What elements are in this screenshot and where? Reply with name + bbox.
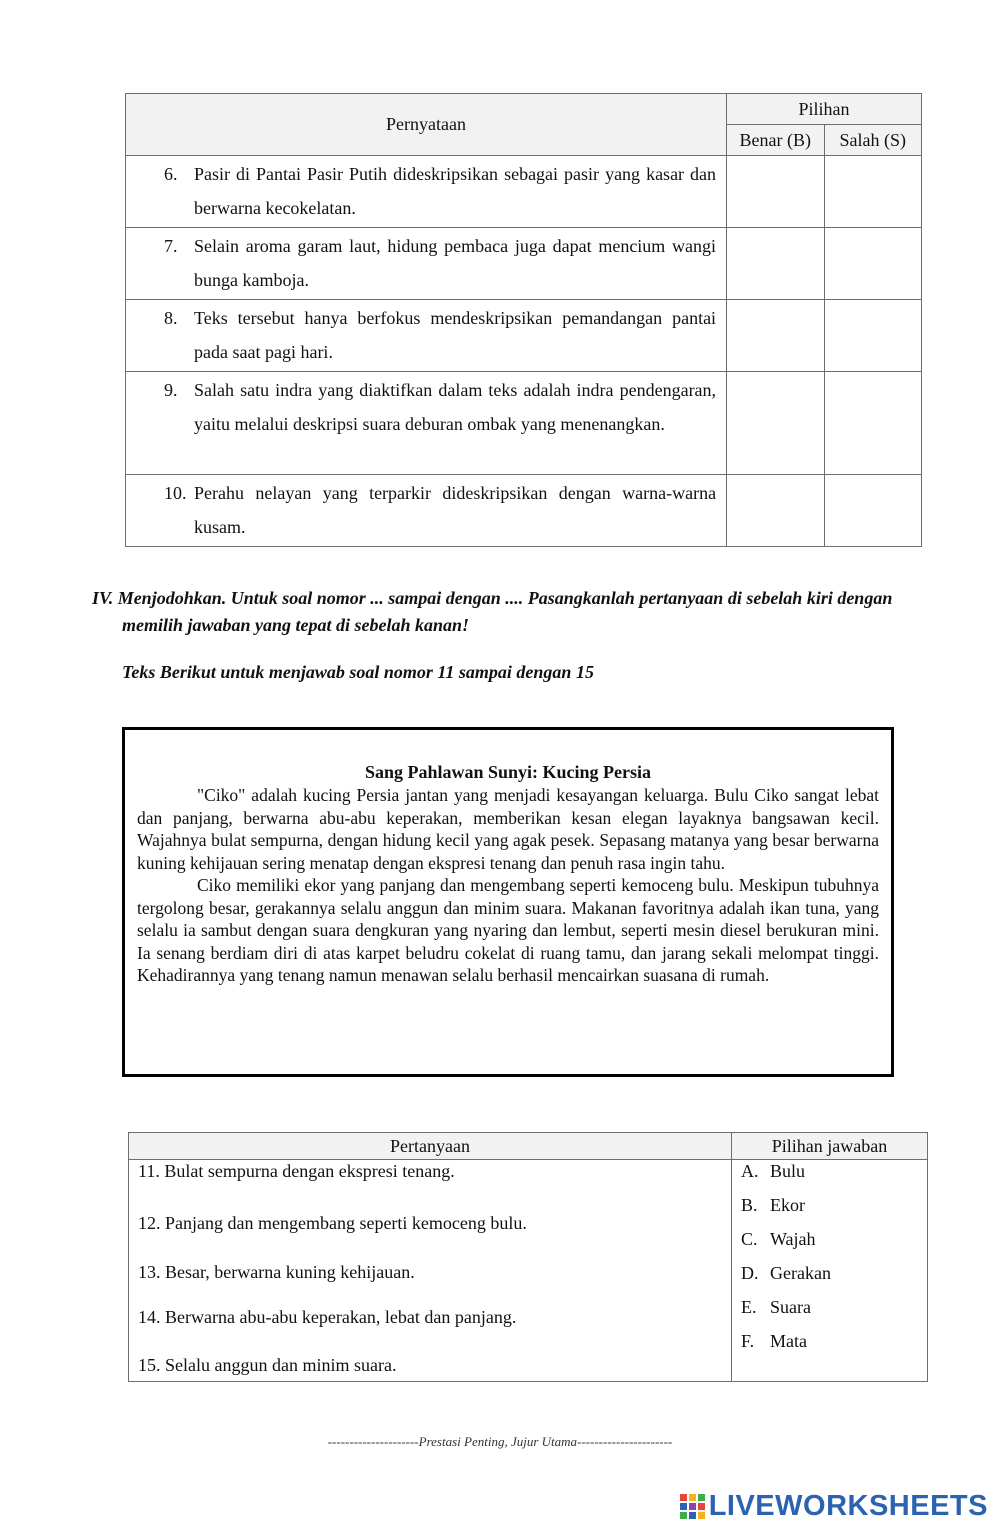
- matching-question[interactable]: 12. Panjang dan mengembang seperti kemoceng bulu.: [138, 1213, 527, 1233]
- answer-option[interactable]: [741, 1331, 807, 1352]
- logo-square: [689, 1512, 696, 1519]
- statement-row: [126, 372, 922, 475]
- answer-text: Bulu: [770, 1161, 806, 1181]
- matching-question[interactable]: 15. Selalu anggun dan minim suara.: [138, 1355, 397, 1375]
- answer-text: Mata: [770, 1331, 807, 1351]
- choice-header: Pilihan: [727, 94, 922, 125]
- matching-question[interactable]: 14. Berwarna abu-abu keperakan, lebat dan panjang.: [138, 1307, 517, 1327]
- questions-list: [129, 1160, 731, 1381]
- answer-true-cell[interactable]: [727, 228, 824, 300]
- answer-false-cell[interactable]: [824, 475, 921, 547]
- statement-number: 10.: [164, 483, 187, 503]
- footer-motto: ---------------------Prestasi Penting, Jujur Utama----------------------: [327, 1434, 673, 1449]
- logo-square: [680, 1503, 687, 1510]
- statement-number: 8.: [164, 308, 178, 328]
- answer-true-cell[interactable]: [727, 156, 824, 228]
- answer-option[interactable]: [741, 1195, 805, 1216]
- answer-true-cell[interactable]: [727, 300, 824, 372]
- logo-square: [698, 1494, 705, 1501]
- answer-option[interactable]: [741, 1297, 811, 1318]
- true-column-header: Benar (B): [727, 125, 824, 156]
- statement-row: [126, 300, 922, 372]
- true-false-table: [125, 93, 922, 547]
- passage-title: Sang Pahlawan Sunyi: Kucing Persia: [364, 762, 652, 782]
- answer-text: Gerakan: [770, 1263, 831, 1283]
- section-heading: IV. Menjodohkan. Untuk soal nomor ... sampai dengan .... Pasangkanlah pertanyaan di sebelah kiri dengan memilih jawaban yang tepat di sebelah kanan!: [92, 588, 893, 635]
- logo-square: [680, 1494, 687, 1501]
- matching-table: [128, 1132, 928, 1382]
- logo-square: [680, 1512, 687, 1519]
- liveworksheets-logo[interactable]: [680, 1490, 988, 1523]
- questions-header: Pertanyaan: [129, 1133, 732, 1160]
- answer-letter: C.: [741, 1229, 758, 1249]
- false-column-header: Salah (S): [824, 125, 921, 156]
- answer-option[interactable]: [741, 1263, 831, 1284]
- statement-row: [126, 228, 922, 300]
- answer-letter: B.: [741, 1195, 758, 1215]
- answer-true-cell[interactable]: [727, 475, 824, 547]
- reading-passage-box: [122, 727, 894, 1077]
- logo-square: [689, 1503, 696, 1510]
- answer-true-cell[interactable]: [727, 372, 824, 475]
- answer-option[interactable]: [741, 1161, 805, 1182]
- answer-letter: A.: [741, 1161, 759, 1181]
- passage-paragraph: Ciko memiliki ekor yang panjang dan mengembang seperti kemoceng bulu. Meskipun tubuhnya tergolong besar, gerakannya selalu anggun dan minim suara. Makanan favoritnya adalah ikan tuna, yang selalu ia sambut dengan suara dengkuran yang nyaring dan lembut, seperti mesin diesel berukuran mini. Ia senang berdiam diri di atas karpet beludru cokelat di ruang tamu, dan jarang sekali melompat tinggi. Kehadirannya yang tenang namun menawan selalu berhasil mencairkan suasana di rumah.: [137, 875, 879, 985]
- passage-instruction: Teks Berikut untuk menjawab soal nomor 11 sampai dengan 15: [122, 662, 594, 682]
- statement-text: Selain aroma garam laut, hidung pembaca juga dapat mencium wangi bunga kamboja.: [194, 236, 717, 290]
- answer-letter: E.: [741, 1297, 757, 1317]
- statement-number: 6.: [164, 164, 178, 184]
- statement-row: [126, 475, 922, 547]
- answer-letter: D.: [741, 1263, 759, 1283]
- answer-text: Wajah: [770, 1229, 816, 1249]
- logo-square: [698, 1512, 705, 1519]
- matching-question[interactable]: 11. Bulat sempurna dengan ekspresi tenang.: [138, 1161, 455, 1181]
- answers-header: Pilihan jawaban: [732, 1133, 928, 1160]
- matching-question[interactable]: 13. Besar, berwarna kuning kehijauan.: [138, 1262, 415, 1282]
- statement-text: Salah satu indra yang diaktifkan dalam teks adalah indra pendengaran, yaitu melalui deskripsi suara deburan ombak yang menenangkan.: [194, 380, 717, 434]
- passage-paragraph: "Ciko" adalah kucing Persia jantan yang menjadi kesayangan keluarga. Bulu Ciko sangat lebat dan panjang, berwarna abu-abu keperakan, memberikan kesan elegan layaknya bangsawan kecil. Wajahnya bulat sempurna, dengan hidung kecil yang agak pesek. Sepasang matanya yang besar berwarna kuning kehijauan sering menatap dengan ekspresi tenang dan penuh rasa ingin tahu.: [137, 785, 879, 873]
- answers-list: [732, 1160, 927, 1381]
- statement-text: Pasir di Pantai Pasir Putih dideskripsikan sebagai pasir yang kasar dan berwarna kecokelatan.: [194, 164, 717, 218]
- statement-text: Perahu nelayan yang terparkir dideskripsikan dengan warna-warna kusam.: [194, 483, 717, 537]
- logo-square: [689, 1494, 696, 1501]
- statement-row: [126, 156, 922, 228]
- answer-text: Ekor: [770, 1195, 805, 1215]
- liveworksheets-grid-icon: [680, 1494, 705, 1519]
- answer-false-cell[interactable]: [824, 228, 921, 300]
- brand-name: LIVEWORKSHEETS: [708, 1490, 988, 1522]
- answer-false-cell[interactable]: [824, 372, 921, 475]
- answer-letter: F.: [741, 1331, 755, 1351]
- answer-option[interactable]: [741, 1229, 816, 1250]
- logo-square: [698, 1503, 705, 1510]
- statement-text: Teks tersebut hanya berfokus mendeskripsikan pemandangan pantai pada saat pagi hari.: [194, 308, 717, 362]
- answer-text: Suara: [770, 1297, 811, 1317]
- answer-false-cell[interactable]: [824, 300, 921, 372]
- answer-false-cell[interactable]: [824, 156, 921, 228]
- statement-header: Pernyataan: [126, 94, 727, 156]
- statement-number: 7.: [164, 236, 178, 256]
- statement-number: 9.: [164, 380, 178, 400]
